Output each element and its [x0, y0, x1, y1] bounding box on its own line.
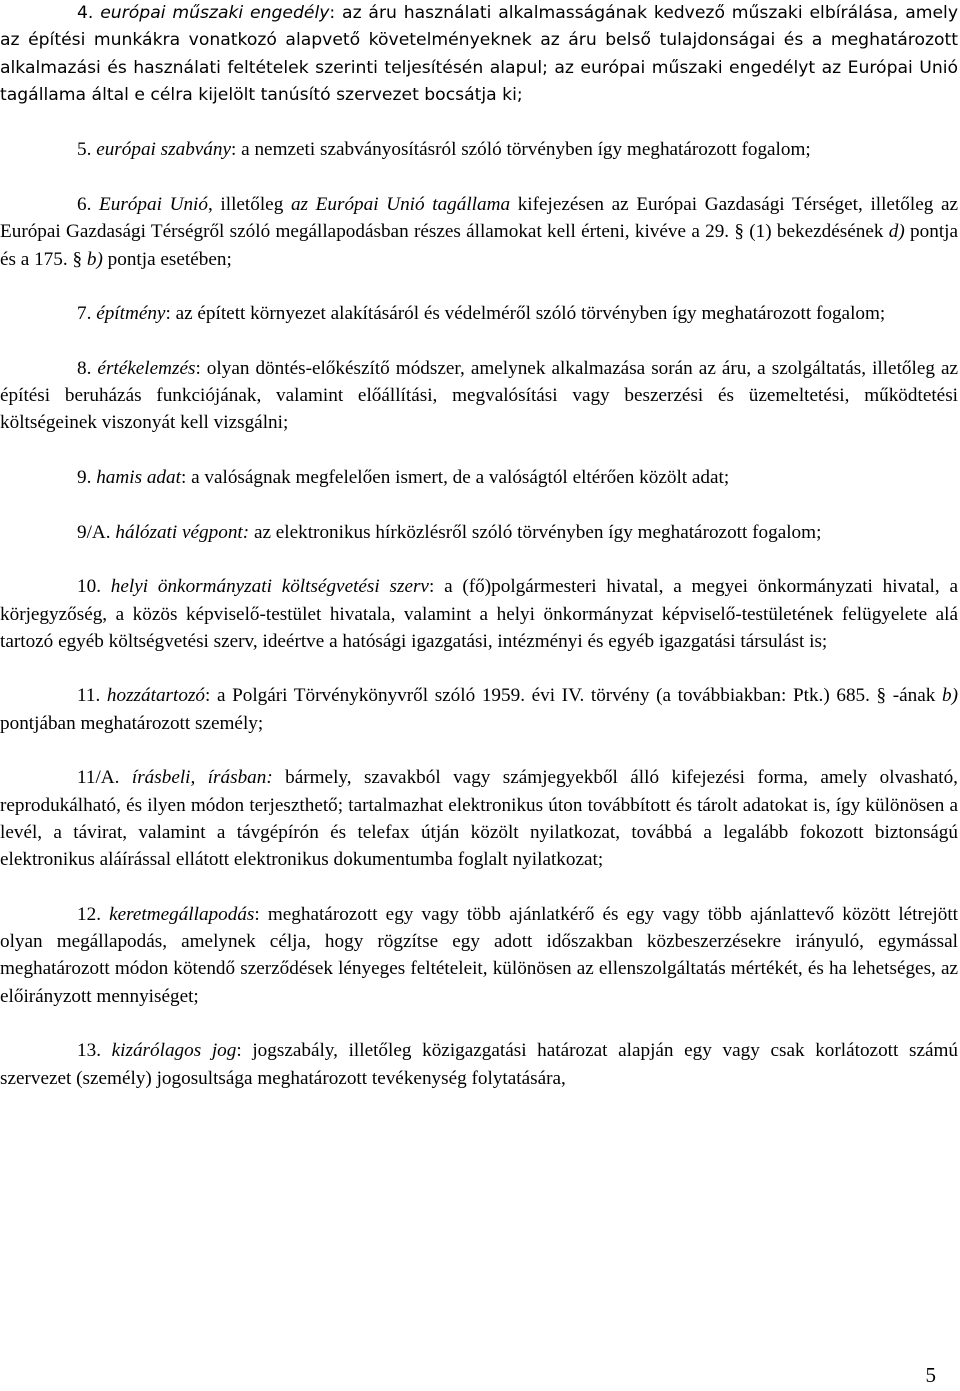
definition-11a: [0, 764, 958, 873]
defined-term: az Európai Unió tagállama: [290, 194, 511, 216]
definition-text: : a (fő)polgármesteri hivatal, a megyei önkormányzati hivatal, a körjegyzőség, a közös képviselő-testület hivatala, valamint a helyi önkormányzat képviselő-testületének felügyelete alá tartozó egyéb költségvetési szerv, ideértve a hatósági igazgatási, intézményi és egyéb igazgatási társulást is;: [0, 576, 958, 652]
definition-text: bármely, szavakból vagy számjegyekből álló kifejezési forma, amely olvasható, reprodukálható, és ilyen módon terjeszthető; tartalmazhat elektronikus úton továbbított és tárolt adatokat is, így különösen a levél, a távirat, valamint a távgépírón és telefax útján közölt nyilatkozat, továbbá a legalább fokozott biztonságú elektronikus aláírással ellátott elektronikus dokumentumba foglalt nyilatkozat;: [0, 767, 958, 871]
definition-number: 13.: [77, 1040, 101, 1062]
definition-12: [0, 901, 958, 1010]
definition-4: [0, 0, 958, 109]
definition-5: [0, 136, 958, 163]
page-number: 5: [925, 1362, 936, 1387]
definition-text: pontjában meghatározott személy;: [0, 712, 264, 734]
definition-number: 7.: [77, 303, 92, 325]
definition-number: 9/A.: [77, 521, 111, 543]
definition-text: kifejezésen az Európai Gazdasági Térséget, illetőleg az Európai Gazdasági Térségről szóló megállapodásban részes államokat kell érteni, kivéve a 29. § (1) bekezdésének: [0, 194, 958, 243]
definition-text: : jogszabály, illetőleg közigazgatási határozat alapján egy vagy csak korlátozott számú szervezet (személy) jogosultsága meghatározott tevékenység folytatására,: [0, 1040, 958, 1089]
definition-text: : a Polgári Törvénykönyvről szóló 1959. évi IV. törvény (a továbbiakban: Ptk.) 685. § -ának: [205, 685, 943, 707]
definition-text: , illetőleg: [207, 194, 291, 216]
definition-7: [0, 300, 958, 327]
defined-term: építmény: [96, 303, 166, 325]
definition-text: az elektronikus hírközlésről szóló törvényben így meghatározott fogalom;: [249, 521, 822, 543]
definition-number: 11.: [77, 685, 101, 707]
point-reference: b): [86, 248, 103, 270]
definition-number: 12.: [77, 903, 101, 925]
defined-term: európai szabvány: [96, 139, 232, 161]
definition-text: : a valóságnak megfelelően ismert, de a valóságtól eltérően közölt adat;: [180, 467, 730, 489]
point-reference: d): [888, 221, 905, 243]
definition-text: : olyan döntés-előkészítő módszer, amelynek alkalmazása során az áru, a szolgáltatás, illetőleg az építési beruházás funkciójának, valamint előállítási, megvalósítási vagy beszerzési és üzemeltetési, működtetési költségeinek viszonyát kell vizsgálni;: [0, 357, 959, 434]
definition-number: 5.: [77, 139, 92, 161]
defined-term: írásbeli, írásban:: [131, 767, 273, 789]
defined-term: hamis adat: [96, 467, 181, 489]
defined-term: kizárólagos jog: [111, 1040, 237, 1062]
definition-13: [0, 1037, 958, 1092]
defined-term: helyi önkormányzati költségvetési szerv: [110, 576, 429, 598]
defined-term: európai műszaki engedély: [100, 3, 330, 23]
definition-number: 11/A.: [77, 767, 120, 789]
point-reference: b): [942, 685, 958, 707]
definition-number: 6.: [77, 194, 92, 216]
defined-term: értékelemzés: [97, 357, 196, 379]
definition-10: [0, 573, 958, 655]
definition-text: : meghatározott egy vagy több ajánlatkérő és egy vagy több ajánlattevő között létrejött olyan megállapodás, amelynek célja, hogy rögzítse egy adott időszakban közbeszerzésekre irányuló, egymással meghatározott módon kötendő szerződések lényeges feltételeit, különösen az ellenszolgáltatás mértékét, és ha lehetséges, az előirányzott mennyiséget;: [0, 903, 958, 1007]
definition-text: : az épített környezet alakításáról és védelméről szóló törvényben így meghatározott fogalom;: [165, 303, 886, 325]
definition-9: [0, 464, 958, 491]
defined-term: hálózati végpont:: [115, 521, 250, 543]
definition-number: 8.: [77, 357, 92, 379]
defined-term: Európai Unió: [99, 194, 208, 216]
definition-number: 9.: [77, 467, 92, 489]
definition-text: : a nemzeti szabványosításról szóló törvényben így meghatározott fogalom;: [231, 139, 811, 161]
definition-6: [0, 191, 958, 273]
defined-term: keretmegállapodás: [109, 903, 255, 925]
definition-number: 4.: [77, 3, 94, 23]
definition-text: pontja esetében;: [102, 248, 232, 270]
definition-9a: [0, 519, 958, 546]
definition-8: [0, 355, 958, 437]
definition-11: [0, 682, 958, 737]
defined-term: hozzátartozó: [106, 685, 205, 707]
definition-number: 10.: [77, 576, 101, 598]
definition-text: pontja és a 175. §: [0, 221, 958, 270]
definition-text: : az áru használati alkalmasságának kedvező műszaki elbírálása, amely az építési munkákra vonatkozó alapvető követelményeknek az áru belső tulajdonságai és a meghatározott alkalmazási és használati feltételek szerinti teljesítésén alapul; az európai műszaki engedélyt az Európai Unió tagállama által e célra kijelölt tanúsító szervezet bocsátja ki;: [0, 3, 958, 105]
